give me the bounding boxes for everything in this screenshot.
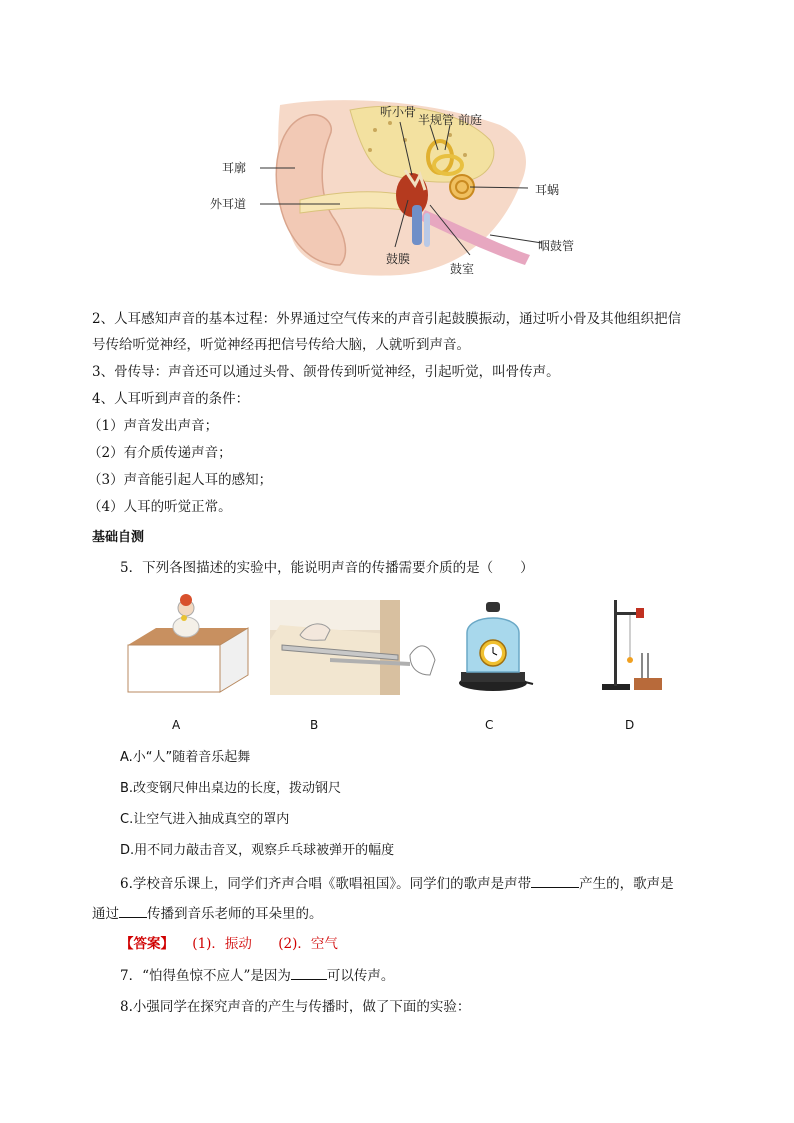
label-ear-canal: 外耳道 xyxy=(210,197,247,211)
figure-label-b: B xyxy=(310,718,319,732)
condition-3: （3）声音能引起人耳的感知； xyxy=(88,472,273,488)
answer-1: (1)．振动 xyxy=(192,936,252,952)
figure-a xyxy=(126,590,251,695)
label-vestibule: 前庭 xyxy=(458,113,483,127)
answer-tag: 【答案】 xyxy=(120,936,174,952)
section-title: 基础自测 xyxy=(92,530,145,545)
question-7 xyxy=(120,965,394,986)
q6-blank-2[interactable] xyxy=(119,903,147,918)
ear-diagram xyxy=(200,95,600,280)
figure-label-d: D xyxy=(625,718,635,732)
figure-label-a: A xyxy=(172,718,181,732)
question-6-line2 xyxy=(92,903,323,924)
label-eardrum: 鼓膜 xyxy=(386,252,411,266)
condition-2: （2）有介质传递声音； xyxy=(88,445,232,461)
note-3: 3、骨传导：声音还可以通过头骨、颌骨传到听觉神经，引起听觉，叫骨传声。 xyxy=(92,364,560,380)
q6-text-d: 传播到音乐老师的耳朵里的。 xyxy=(147,906,323,922)
answer-2: (2)．空气 xyxy=(278,936,338,952)
question-5-stem: 5．下列各图描述的实验中，能说明声音的传播需要介质的是（ ） xyxy=(120,560,534,576)
label-auricle: 耳廓 xyxy=(222,161,247,175)
note-2-line1: 2、人耳感知声音的基本过程：外界通过空气传来的声音引起鼓膜振动，通过听小骨及其他组织把信 xyxy=(92,311,682,327)
q7-text-a: 7．“怕得鱼惊不应人”是因为 xyxy=(120,968,291,984)
figure-label-c: C xyxy=(485,718,494,732)
question-8-stem: 8.小强同学在探究声音的产生与传播时，做了下面的实验： xyxy=(120,999,471,1015)
figure-d xyxy=(600,598,665,693)
label-eustachian: 咽鼓管 xyxy=(538,239,575,253)
q6-text-a: 6.学校音乐课上，同学们齐声合唱《歌唱祖国》。同学们的歌声是声带 xyxy=(120,876,532,892)
question-6-answer xyxy=(120,934,338,954)
label-cochlea: 耳蜗 xyxy=(535,183,560,197)
option-c: C.让空气进入抽成真空的罩内 xyxy=(120,812,290,827)
figure-c xyxy=(455,598,535,693)
label-ossicles: 听小骨 xyxy=(380,105,417,119)
q6-text-b: 产生的，歌声是 xyxy=(579,876,674,892)
q6-text-c: 通过 xyxy=(92,906,119,922)
label-semicircular: 半规管 xyxy=(418,113,455,127)
label-tympanic: 鼓室 xyxy=(450,262,475,276)
figure-b xyxy=(270,600,445,695)
option-a: A.小“人”随着音乐起舞 xyxy=(120,750,251,765)
note-4: 4、人耳听到声音的条件： xyxy=(92,391,250,407)
question-6-line1 xyxy=(120,873,674,894)
condition-4: （4）人耳的听觉正常。 xyxy=(88,499,232,515)
option-b: B.改变钢尺伸出桌边的长度，拨动钢尺 xyxy=(120,781,342,796)
q7-text-b: 可以传声。 xyxy=(326,968,395,984)
condition-1: （1）声音发出声音； xyxy=(88,418,219,434)
q6-blank-1[interactable] xyxy=(531,873,579,888)
q7-blank[interactable] xyxy=(291,965,327,980)
note-2-line2: 号传给听觉神经，听觉神经再把信号传给大脑，人就听到声音。 xyxy=(92,337,470,353)
option-d: D.用不同力敲击音叉，观察乒乓球被弹开的幅度 xyxy=(120,843,395,858)
